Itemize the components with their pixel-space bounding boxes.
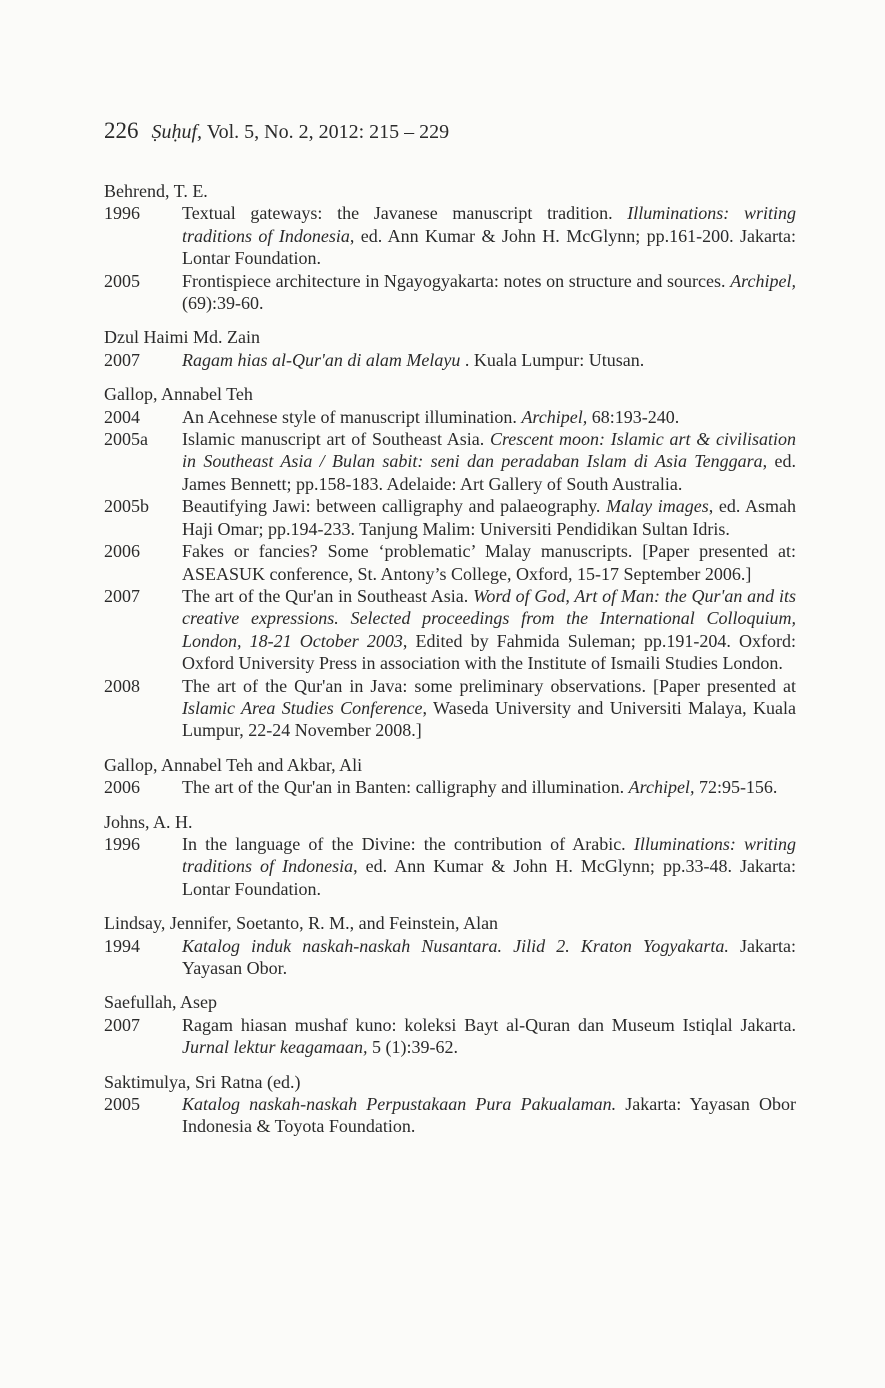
entry-title-italic: Word of God, Art of Man: the Qur'an and its creative expressions. Selected proceedings from the International Colloquium, London, 18-21 October 2003	[182, 585, 796, 651]
entry-year: 2006	[104, 541, 140, 562]
reference-entry	[104, 428, 796, 495]
running-header	[104, 118, 449, 145]
reference-group	[104, 811, 796, 901]
entry-year: 2005	[104, 1094, 140, 1115]
entry-year: 2006	[104, 777, 140, 798]
author-name: Saktimulya, Sri Ratna (ed.)	[104, 1071, 301, 1092]
reference-group	[104, 326, 796, 371]
entry-text-segment: Frontispiece architecture in Ngayogyakarta: notes on structure and sources.	[182, 270, 731, 291]
entry-text-segment: Fakes or fancies? Some ‘problematic’ Malay manuscripts. [Paper presented at: ASEASUK conference, St. Antony’s College, Oxford, 15-17 September 2006.]	[182, 541, 796, 584]
entry-text-segment: , Waseda University and Universiti Malaya, Kuala Lumpur, 22-24 November 2008.]	[182, 697, 796, 741]
reference-entry	[104, 349, 796, 371]
entry-text	[182, 349, 796, 371]
entry-title-italic: Crescent moon: Islamic art & civilisation in Southeast Asia / Bulan sabit: seni dan peradaban Islam di Asia Tenggara	[182, 429, 797, 472]
entry-text	[182, 406, 796, 428]
reference-entry	[104, 202, 796, 269]
entry-title-italic: Archipel,	[628, 777, 695, 798]
reference-entry	[104, 270, 796, 315]
entry-year: 2004	[104, 406, 140, 427]
entry-title-italic: Archipel,	[521, 406, 588, 427]
entry-text	[182, 270, 796, 315]
entry-text-segment: Jakarta: Yayasan Obor Indonesia & Toyota Foundation.	[182, 1094, 796, 1137]
entry-text	[182, 833, 796, 900]
entry-text	[182, 1093, 796, 1138]
reference-entry	[104, 495, 796, 540]
entry-text-segment: , ed. Ann Kumar & John H. McGlynn; pp.161-200. Jakarta: Lontar Foundation.	[182, 225, 796, 269]
entry-title-italic: Illuminations: writing traditions of Indonesia	[182, 833, 796, 877]
entry-text-segment: , ed. Asmah Haji Omar; pp.194-233. Tanjung Malim: Universiti Pendidikan Sultan Idris.	[182, 496, 797, 539]
reference-entry	[104, 585, 796, 675]
author-name: Behrend, T. E.	[104, 181, 208, 201]
entry-text-segment: Ragam hiasan mushaf kuno: koleksi Bayt al-Quran dan Museum Istiqlal Jakarta.	[182, 1014, 796, 1035]
entry-text-segment: Textual gateways: the Javanese manuscript tradition.	[182, 203, 628, 224]
entry-text	[182, 675, 796, 742]
entry-text-segment: Beautifying Jawi: between calligraphy and palaeography.	[182, 496, 607, 517]
reference-group	[104, 754, 796, 799]
entry-text-segment: , ed. Ann Kumar & John H. McGlynn; pp.33-48. Jakarta: Lontar Foundation.	[182, 856, 796, 899]
reference-entry	[104, 540, 796, 585]
entry-text-segment: . Kuala Lumpur: Utusan.	[460, 349, 645, 370]
page-number: 226	[104, 118, 139, 143]
entry-year: 2007	[104, 585, 140, 606]
reference-group	[104, 180, 796, 314]
entry-text-segment: 68:193-240.	[587, 406, 680, 427]
entry-text	[182, 428, 796, 495]
entry-text-segment: 5 (1):39-62.	[367, 1037, 458, 1058]
entry-text-segment: , ed. James Bennett; pp.158-183. Adelaide: Art Gallery of South Australia.	[182, 451, 796, 494]
entry-year: 2005	[104, 270, 140, 291]
entry-text-segment: , Edited by Fahmida Suleman; pp.191-204. Oxford: Oxford University Press in association with the Institute of Ismaili Studies London.	[182, 630, 796, 674]
entry-year: 2007	[104, 349, 140, 370]
entry-text	[182, 540, 796, 585]
entry-text-segment: The art of the Qur'an in Southeast Asia.	[182, 585, 474, 606]
reference-entry	[104, 406, 796, 428]
entry-year: 2005b	[104, 496, 149, 517]
reference-entry	[104, 1093, 796, 1138]
entry-title-italic: Katalog induk naskah-naskah Nusantara. Jilid 2. Kraton Yogyakarta.	[182, 935, 729, 956]
entry-year: 2008	[104, 675, 140, 696]
entry-text-segment: Islamic manuscript art of Southeast Asia.	[182, 429, 490, 450]
reference-entry	[104, 935, 796, 980]
entry-title-italic: Jurnal lektur keagamaan,	[182, 1037, 368, 1058]
reference-entry	[104, 1014, 796, 1059]
entry-year: 2005a	[104, 429, 148, 450]
entry-title-italic: Illuminations: writing traditions of Indonesia	[182, 203, 797, 246]
journal-citation: Vol. 5, No. 2, 2012: 215 – 229	[206, 121, 450, 143]
author-name: Johns, A. H.	[104, 811, 193, 832]
author-name: Lindsay, Jennifer, Soetanto, R. M., and Feinstein, Alan	[104, 913, 499, 934]
entry-text-segment: The art of the Qur'an in Banten: calligraphy and illumination.	[182, 777, 629, 798]
entry-title-italic: Katalog naskah-naskah Perpustakaan Pura Pakualaman.	[182, 1094, 617, 1115]
author-name: Saefullah, Asep	[104, 992, 217, 1013]
entry-text	[182, 585, 796, 675]
entry-year: 1994	[104, 935, 140, 956]
author-name: Gallop, Annabel Teh	[104, 384, 253, 405]
entry-text	[182, 1014, 796, 1059]
entry-text-segment: (69):39-60.	[182, 293, 264, 314]
author-name: Dzul Haimi Md. Zain	[104, 327, 260, 348]
entry-title-italic: Islamic Area Studies Conference	[182, 697, 423, 718]
author-name: Gallop, Annabel Teh and Akbar, Ali	[104, 754, 363, 775]
reference-group	[104, 991, 796, 1058]
reference-entry	[104, 675, 796, 742]
entry-text	[182, 935, 796, 980]
entry-text-segment: 72:95-156.	[694, 777, 778, 798]
entry-text-segment: Jakarta: Yayasan Obor.	[182, 935, 797, 978]
reference-list	[104, 180, 796, 1150]
entry-text	[182, 495, 796, 540]
entry-text	[182, 202, 796, 269]
reference-group	[104, 383, 796, 742]
reference-group	[104, 1071, 796, 1138]
entry-text-segment: The art of the Qur'an in Java: some preliminary observations. [Paper presented at	[182, 675, 796, 696]
entry-year: 2007	[104, 1014, 140, 1035]
entry-title-italic: Ragam hias al-Qur'an di alam Melayu	[182, 349, 461, 370]
entry-title-italic: Archipel,	[730, 270, 796, 291]
reference-entry	[104, 776, 796, 798]
entry-year: 1996	[104, 833, 140, 854]
entry-text	[182, 776, 796, 798]
entry-year: 1996	[104, 203, 140, 224]
reference-entry	[104, 833, 796, 900]
entry-title-italic: Malay images	[606, 496, 709, 517]
reference-group	[104, 912, 796, 979]
entry-text-segment: An Acehnese style of manuscript illumination.	[182, 406, 522, 427]
journal-title: Ṣuḥuf,	[151, 121, 203, 143]
entry-text-segment: In the language of the Divine: the contribution of Arabic.	[182, 833, 634, 854]
